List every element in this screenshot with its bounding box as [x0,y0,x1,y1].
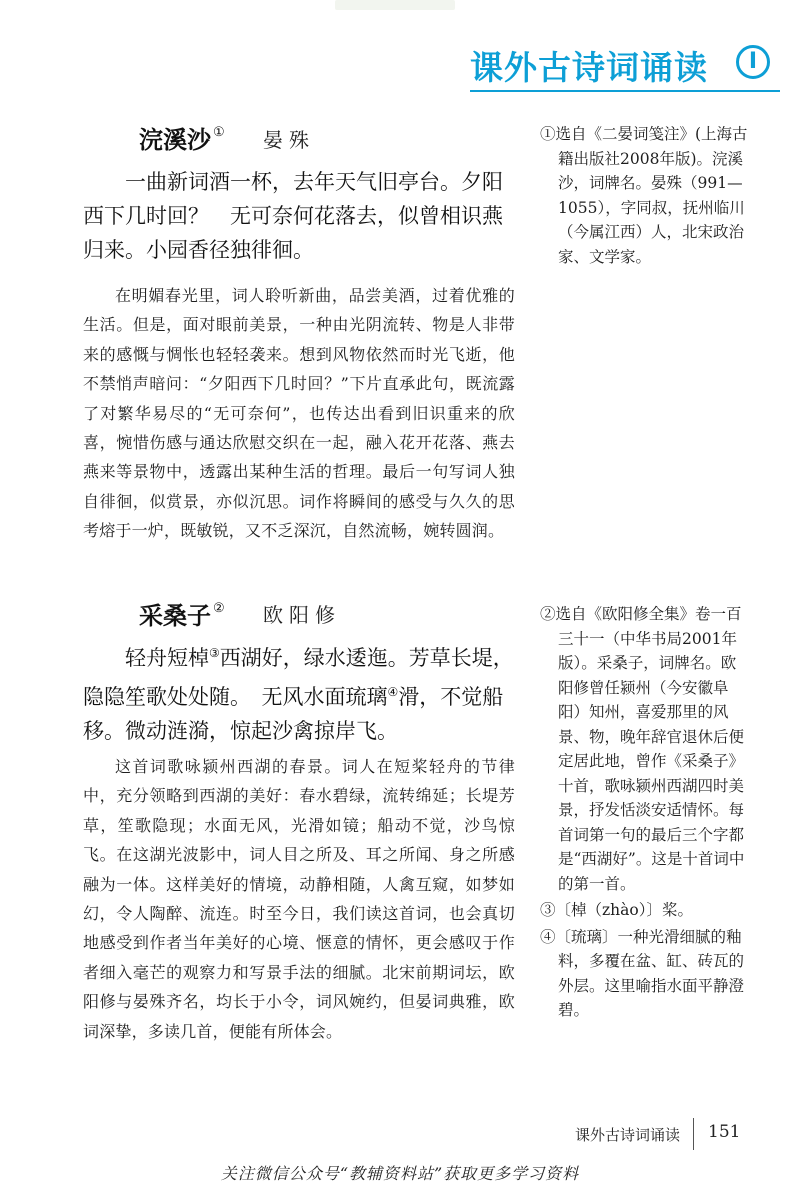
note-2: ②选自《欧阳修全集》卷一百三十一（中华书局2001年版）。采桑子，词牌名。欧阳修曾任颍州（今安徽阜阳）知州，喜爱那里的风景、物，晚年辞官退休后便定居此地，曾作《采桑子》十首，歌咏颍州西湖四时美景，抒发恬淡安适情怀。每首词第一句的最后三个字都是“西湖好”。这是十首词中的第一首。 [540,605,745,893]
poem-2-ref-3: ③ [209,646,220,660]
note-4: ④〔琉璃〕一种光滑细腻的釉料，多覆在盆、缸、砖瓦的外层。这里喻指水面平静澄碧。 [540,927,745,1019]
note-1: ①选自《二晏词笺注》(上海古籍出版社2008年版)。浣溪沙，词牌名。晏殊（991—1055），字同叔，抚州临川（今属江西）人，北宋政治家、文学家。 [540,125,748,266]
poem-2-title [139,596,225,631]
poem-2-line-a2: 西湖好，绿水逶迤。芳草长堤，隐隐笙歌处处随。 无风水面琉璃 [83,646,514,709]
poem-2-line-a1: 轻舟短棹 [125,646,209,670]
poem-1-note-ref: ① [213,125,225,140]
section-number-badge: Ⅰ [736,45,770,79]
poem-2-note-ref: ② [213,601,225,616]
poem-2-body [83,636,515,748]
notes-column-1 [540,122,748,271]
poem-1-text: 一曲新词酒一杯，去年天气旧亭台。夕阳西下几时回？ 无可奈何花落去，似曾相识燕归来。小园香径独徘徊。 [83,170,503,262]
watermark-text: 关注微信公众号“教辅资料站”获取更多学习资料 [220,1164,580,1183]
footer-divider [693,1118,694,1150]
poem-2-commentary: 这首词歌咏颍州西湖的春景。词人在短桨轻舟的节律中，充分领略到西湖的美好：春水碧绿，流转绵延；长堤芳草，笙歌隐现；水面无风，光滑如镜；船动不觉，沙鸟惊飞。在这湖光波影中，词人目之所及、耳之所闻、身之所感融为一体。这样美好的情境，动静相随，人禽互窥，如梦如幻，令人陶醉、流连。时至今日，我们读这首词，也会真切地感受到作者当年美好的心境、惬意的情怀，更会感叹于作者细入毫芒的观察力和写景手法的细腻。北宋前期词坛，欧阳修与晏殊齐名，均长于小令，词风婉约，但晏词典雅，欧词深挚，多读几首，便能有所体会。 [83,757,515,1041]
notes-column-2 [540,602,748,1025]
page-number: 151 [708,1122,741,1142]
poem-2-author: 欧阳修 [263,603,341,627]
poem-1-title-text: 浣溪沙 [139,125,211,154]
poem-1-title [139,120,225,155]
poem-2-text [83,636,515,748]
poem-2-line-a3: 滑，不觉船移。微动涟漪，惊起沙禽掠岸飞。 [83,685,504,743]
poem-1-commentary: 在明媚春光里，词人聆听新曲，品尝美酒，过着优雅的生活。但是，面对眼前美景，一种由光阴流转、物是人非带来的感慨与惆怅也轻轻袭来。想到风物依然而时光飞逝，他不禁悄声暗问：“夕阳西下几时回？”下片直承此句，既流露了对繁华易尽的“无可奈何”，也传达出看到旧识重来的欣喜，惋惜伤感与通达欣慰交织在一起，融入花开花落、燕去燕来等景物中，透露出某种生活的哲理。最后一句写词人独自徘徊，似赏景，亦似沉思。词作将瞬间的感受与久久的思考熔于一炉，既敏锐，又不乏深沉，自然流畅，婉转圆润。 [83,286,515,541]
footer-section-title: 课外古诗词诵读 [575,1126,681,1144]
top-decoration [335,0,455,10]
poem-1-body [83,165,515,267]
header-rule [470,90,780,92]
poem-2-title-text: 采桑子 [139,601,211,630]
section-title: 课外古诗词诵读 [470,48,708,87]
poem-2-ref-4: ④ [387,685,399,699]
note-3: ③〔棹（zhào）〕桨。 [540,901,693,919]
poem-1-author: 晏殊 [263,128,315,152]
